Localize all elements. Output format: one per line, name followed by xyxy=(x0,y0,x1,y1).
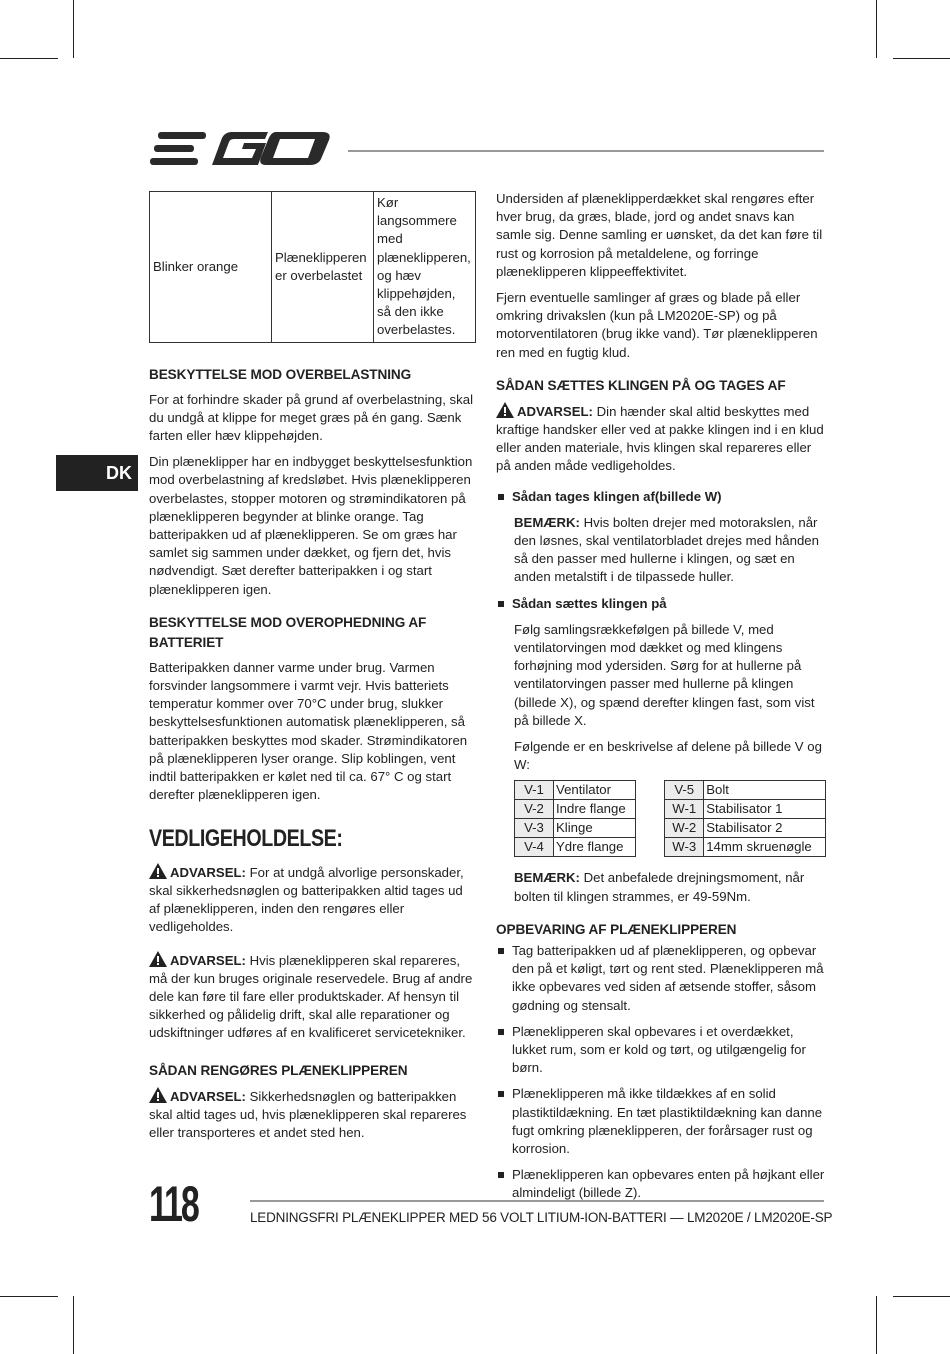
paragraph: Undersiden af plæneklipperdækket skal rengøres efter hver brug, da græs, blade, jord og andet snavs kan samle sig. Denne samling er uønsket, da det kan føre til rust og korrosion på metaldelene, og forringe plæneklipperen klippeeffektivitet. xyxy=(496,191,823,279)
bullet-icon xyxy=(498,494,504,500)
part-name-cell: Ventilator xyxy=(554,781,636,800)
bullet-icon xyxy=(498,601,504,607)
part-code-cell: V-4 xyxy=(515,838,554,857)
section-title: SÅDAN SÆTTES KLINGEN PÅ OG TAGES AF xyxy=(496,377,786,393)
bullet-icon xyxy=(498,1029,504,1035)
part-name-cell: Bolt xyxy=(704,781,826,800)
right-column xyxy=(496,190,826,1211)
paragraph: Følg samlingsrækkefølgen på billede V, med ventilatorvingen mod dækket og med klingens forhøjning mod ydersiden. Sørg for at hullerne på ventilatorvingen passer med hullerne på klingen (billede X), og spænd derefter klingen fast, som vist på billede X. xyxy=(514,621,815,728)
note-paragraph xyxy=(496,869,826,905)
warning-label: ADVARSEL: xyxy=(170,952,246,968)
warning-text: Sikkerhedsnøglen og batteripakken skal altid tages ud, hvis plæneklipperen skal repareres eller transporteres et andet sted hen. xyxy=(149,1088,467,1140)
table-gap xyxy=(636,800,665,819)
list-item xyxy=(496,1023,826,1078)
warning-label: ADVARSEL: xyxy=(517,403,593,419)
warning-label: ADVARSEL: xyxy=(170,864,246,880)
header-rule xyxy=(348,150,824,152)
part-code-cell: V-1 xyxy=(515,781,554,800)
table-gap xyxy=(636,781,665,800)
part-name-cell: Indre flange xyxy=(554,800,636,819)
language-tab: DK xyxy=(56,455,138,491)
status-solution-cell: Kør langsommere med plæneklipperen, og hæv klippehøjden, så den ikke overbelastes. xyxy=(374,192,476,343)
note-paragraph xyxy=(496,514,826,587)
warning-text: Hvis plæneklipperen skal repareres, må der kun bruges originale reservedele. Brug af andre dele kan føre til fare eller produktskader. Af hensyn til sikkerhed og pålidelig drift, skal alle reparationer og udskiftninger udføres af en kvalificeret servicetekniker. xyxy=(149,952,473,1041)
footer-rule xyxy=(250,1200,824,1202)
paragraph: Din plæneklipper har en indbygget beskyttelsesfunktion mod overbelastning af kredsløbet. Hvis plæneklipperen overbelastes, stopper motoren og strømindikatoren på plæneklipperen begynder at blinke orange. Tag batteripakken ud af plæneklipperen. Se om græs har samlet sig sammen under dækket, og fjern det, hvis nødvendigt. Sæt derefter batteripakken i og start plæneklipperen igen. xyxy=(149,454,473,597)
table-row xyxy=(515,800,826,819)
warning-icon xyxy=(496,402,514,418)
paragraph: Batteripakken danner varme under brug. Varmen forsvinder langsommere i varmt vejr. Hvis batteriets temperatur kommer over 70°C under brug, slukker beskyttelsesfunktionen automatisk plæneklipperen, så batteripakken beskyttes mod skader. Strømindikatoren på plæneklipperen lyser orange. Slip koblingen, vent indtil batteripakken er kølet ned til ca. 67° C og start derefter plæneklipperen igen. xyxy=(149,659,468,803)
warning-text: For at undgå alvorlige personskader, skal sikkerhedsnøglen og batteripakken altid tages ud af plæneklipperen, inden den rengøres eller vedligeholdes. xyxy=(149,864,464,935)
section-title: BESKYTTELSE MOD OVEROPHEDNING AF BATTERIET xyxy=(149,614,427,650)
part-code-cell: W-1 xyxy=(665,800,704,819)
part-name-cell: Klinge xyxy=(554,819,636,838)
crop-mark xyxy=(893,1296,950,1297)
table-row xyxy=(515,838,826,857)
crop-mark xyxy=(73,1296,74,1354)
table-gap xyxy=(636,838,665,857)
part-name-cell: Stabilisator 2 xyxy=(704,819,826,838)
note-label: BEMÆRK: xyxy=(514,870,580,886)
part-name-cell: Ydre flange xyxy=(554,838,636,857)
crop-mark xyxy=(876,1296,877,1354)
crop-mark xyxy=(0,58,58,59)
footer-text: LEDNINGSFRI PLÆNEKLIPPER MED 56 VOLT LITIUM-ION-BATTERI — LM2020E / LM2020E-SP xyxy=(250,1210,833,1225)
list-item-text: Plæneklipperen kan opbevares enten på højkant eller almindeligt (billede Z). xyxy=(512,1167,825,1201)
list-item xyxy=(496,1085,826,1158)
bullet-icon xyxy=(498,1172,504,1178)
list-item: Sådan sættes klingen på xyxy=(496,595,826,613)
warning-paragraph xyxy=(149,863,477,937)
crop-mark xyxy=(0,1296,58,1297)
parts-table xyxy=(514,780,826,857)
section-title: OPBEVARING AF PLÆNEKLIPPEREN xyxy=(496,921,737,937)
part-code-cell: V-2 xyxy=(515,800,554,819)
part-name-cell: Stabilisator 1 xyxy=(704,800,826,819)
warning-icon xyxy=(149,863,167,879)
bullet-icon xyxy=(498,1091,504,1097)
note-text: Det anbefalede drejningsmoment, når bolten til klingen strammes, er 49-59Nm. xyxy=(514,870,805,904)
paragraph: Følgende er en beskrivelse af delene på billede V og W: xyxy=(514,739,822,773)
list-item-text: Plæneklipperen skal opbevares i et overdækket, lukket rum, som er kold og tørt, og utilgængelig for børn. xyxy=(512,1023,806,1076)
blade-list xyxy=(496,595,826,613)
part-code-cell: V-5 xyxy=(665,781,704,800)
warning-label: ADVARSEL: xyxy=(170,1088,246,1104)
warning-paragraph xyxy=(496,402,826,476)
bullet-icon xyxy=(498,948,504,954)
part-code-cell: V-3 xyxy=(515,819,554,838)
ego-logo xyxy=(150,128,332,177)
warning-paragraph xyxy=(149,951,477,1043)
part-name-cell: 14mm skruenøgle xyxy=(704,838,826,857)
list-item-text: Plæneklipperen må ikke tildækkes af en solid plastiktildækning. En tæt plastiktildækning kan danne fugt omkring plæneklipperen, der forårsager rust og korrosion. xyxy=(512,1086,823,1156)
crop-mark xyxy=(876,0,877,58)
note-text: Hvis bolten drejer med motorakslen, når den løsnes, skal ventilatorbladet drejes med hånden så den passer med hullerne i klingen, og sæt en anden metalstift i de tilpassede huller. xyxy=(514,514,819,585)
page-number: 118 xyxy=(149,1176,198,1232)
warning-text: Din hænder skal altid beskyttes med kraftige handsker eller ved at pakke klingen ind i en klud eller anden materiale, hvis klingen skal repareres eller på anden måde vedligeholdes. xyxy=(496,403,824,474)
list-item xyxy=(496,1166,826,1202)
maintenance-heading: VEDLIGEHOLDELSE: xyxy=(149,825,343,853)
part-code-cell: W-2 xyxy=(665,819,704,838)
warning-paragraph xyxy=(149,1087,477,1143)
warning-icon xyxy=(149,951,167,967)
section-title: BESKYTTELSE MOD OVERBELASTNING xyxy=(149,366,412,382)
table-row xyxy=(515,781,826,800)
list-item: Sådan tages klingen af(billede W) xyxy=(496,488,826,506)
crop-mark xyxy=(73,0,74,58)
status-table xyxy=(149,191,476,343)
left-column xyxy=(149,191,477,1150)
section-title: SÅDAN RENGØRES PLÆNEKLIPPEREN xyxy=(149,1062,408,1078)
storage-list xyxy=(496,942,826,1203)
warning-icon xyxy=(149,1087,167,1103)
part-code-cell: W-3 xyxy=(665,838,704,857)
list-item-text: Tag batteripakken ud af plæneklipperen, og opbevar den på et køligt, tørt og rent sted. Plæneklipperen må ikke opbevares ved siden af ætsende stoffer, såsom gødning og stensalt. xyxy=(512,942,824,1013)
table-row xyxy=(515,819,826,838)
paragraph: For at forhindre skader på grund af overbelastning, skal du undgå at klippe for meget græs på én gang. Sænk farten eller hæv klippehøjden. xyxy=(149,391,474,444)
table-gap xyxy=(636,819,665,838)
status-indicator-cell: Blinker orange xyxy=(150,192,272,343)
blade-list xyxy=(496,488,826,506)
note-label: BEMÆRK: xyxy=(514,514,580,530)
paragraph: Fjern eventuelle samlinger af græs og blade på eller omkring drivakslen (kun på LM2020E-SP) og på motorventilatoren (brug ikke vand). Tør plæneklipperen ren med en fugtig klud. xyxy=(496,290,818,360)
list-item xyxy=(496,942,826,1015)
status-cause-cell: Plæneklipperen er overbelastet xyxy=(272,192,374,343)
crop-mark xyxy=(893,58,950,59)
